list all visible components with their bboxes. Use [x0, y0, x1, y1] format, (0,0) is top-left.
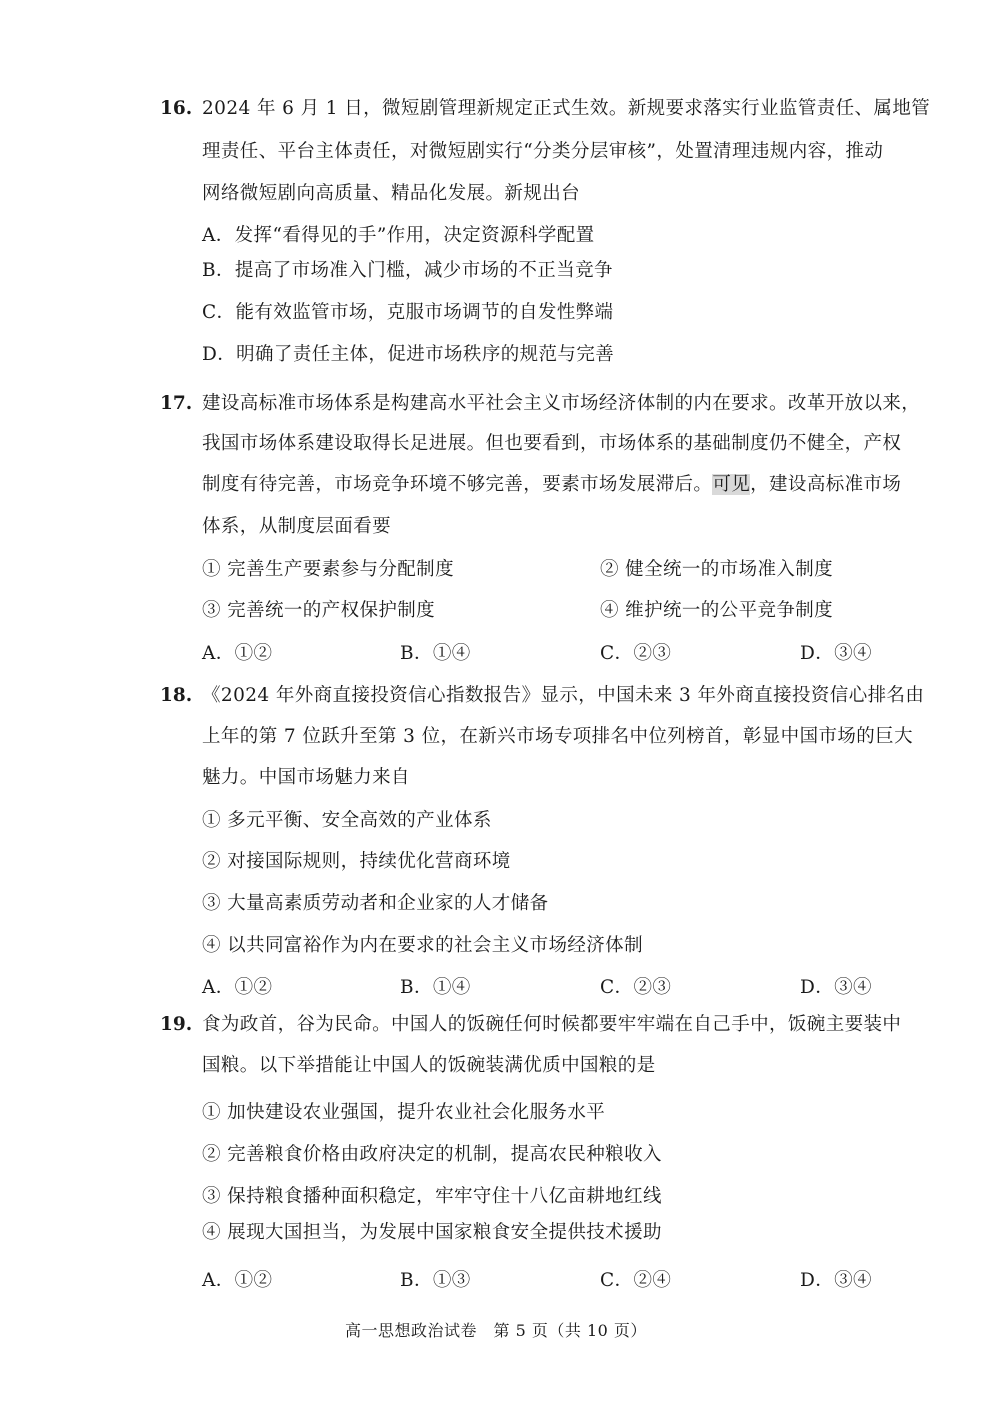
stem-text: ，建设高标准市场 [750, 474, 902, 495]
question-number: 18. [160, 685, 193, 706]
question-stem-line: 体系，从制度层面看要 [202, 516, 392, 537]
answer-c: C．②③ [600, 643, 672, 664]
question-number: 19. [160, 1014, 193, 1035]
statement-1: ① 完善生产要素参与分配制度 [202, 559, 454, 580]
answer-b: B．①③ [400, 1270, 471, 1291]
question-stem-line: 我国市场体系建设取得长足进展。但也要看到，市场体系的基础制度仍不健全，产权 [202, 433, 902, 454]
statement-3: ③ 大量高素质劳动者和企业家的人才储备 [202, 893, 549, 914]
answer-d: D．③④ [800, 1270, 872, 1291]
option-b: B．提高了市场准入门槛，减少市场的不正当竞争 [202, 260, 613, 281]
answer-a: A．①② [202, 977, 273, 998]
stem-text: 制度有待完善，市场竞争环境不够完善，要素市场发展滞后。 [202, 474, 713, 495]
answer-b: B．①④ [400, 643, 471, 664]
statement-2: ② 健全统一的市场准入制度 [600, 559, 834, 580]
question-stem-line: 网络微短剧向高质量、精品化发展。新规出台 [202, 183, 581, 204]
question-number: 16. [160, 98, 193, 119]
statement-2: ② 对接国际规则，持续优化营商环境 [202, 851, 511, 872]
option-d: D．明确了责任主体，促进市场秩序的规范与完善 [202, 344, 615, 365]
question-stem-line: 食为政首，谷为民命。中国人的饭碗任何时候都要牢牢端在自己手中，饭碗主要装中 [202, 1014, 902, 1035]
question-number: 17. [160, 393, 193, 414]
answer-d: D．③④ [800, 643, 872, 664]
statement-3: ③ 保持粮食播种面积稳定，牢牢守住十八亿亩耕地红线 [202, 1186, 662, 1207]
question-stem-line: 2024 年 6 月 1 日，微短剧管理新规定正式生效。新规要求落实行业监管责任、属地管 [202, 98, 931, 119]
statement-4: ④ 以共同富裕作为内在要求的社会主义市场经济体制 [202, 935, 643, 956]
option-c: C．能有效监管市场，克服市场调节的自发性弊端 [202, 302, 614, 323]
question-stem-line: 国粮。以下举措能让中国人的饭碗装满优质中国粮的是 [202, 1055, 656, 1076]
statement-4: ④ 维护统一的公平竞争制度 [600, 600, 834, 621]
answer-c: C．②④ [600, 1270, 672, 1291]
statement-3: ③ 完善统一的产权保护制度 [202, 600, 436, 621]
statement-2: ② 完善粮食价格由政府决定的机制，提高农民种粮收入 [202, 1144, 662, 1165]
answer-c: C．②③ [600, 977, 672, 998]
answer-a: A．①② [202, 643, 273, 664]
highlighted-text: 可见 [712, 474, 751, 495]
question-stem-line: 理责任、平台主体责任，对微短剧实行“分类分层审核”，处置清理违规内容，推动 [202, 141, 884, 162]
question-stem-line: 建设高标准市场体系是构建高水平社会主义市场经济体制的内在要求。改革开放以来， [202, 393, 921, 414]
page-footer: 高一思想政治试卷 第 5 页（共 10 页） [345, 1321, 647, 1340]
answer-d: D．③④ [800, 977, 872, 998]
question-stem-line: 《2024 年外商直接投资信心指数报告》显示，中国未来 3 年外商直接投资信心排名由 [202, 685, 925, 706]
answer-b: B．①④ [400, 977, 471, 998]
question-stem-line: 上年的第 7 位跃升至第 3 位，在新兴市场专项排名中位列榜首，彰显中国市场的巨大 [202, 726, 913, 747]
statement-1: ① 多元平衡、安全高效的产业体系 [202, 810, 492, 831]
statement-4: ④ 展现大国担当，为发展中国家粮食安全提供技术援助 [202, 1222, 662, 1243]
statement-1: ① 加快建设农业强国，提升农业社会化服务水平 [202, 1102, 606, 1123]
question-stem-line: 魅力。中国市场魅力来自 [202, 767, 410, 788]
option-a: A．发挥“看得见的手”作用，决定资源科学配置 [202, 225, 595, 246]
question-stem-line [202, 472, 901, 498]
answer-a: A．①② [202, 1270, 273, 1291]
